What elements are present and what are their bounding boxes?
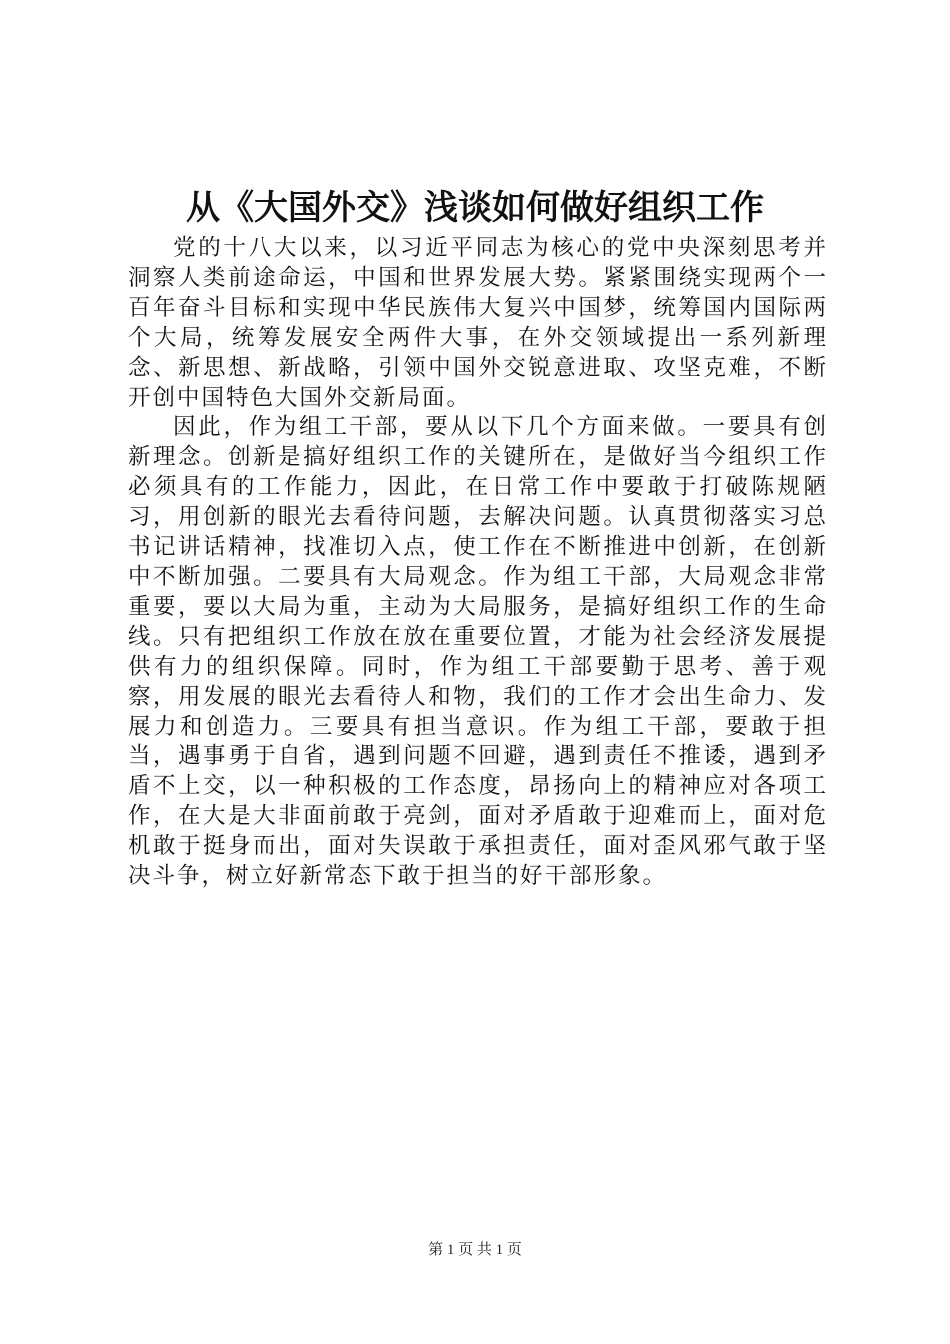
paragraph-2: 因此，作为组工干部，要从以下几个方面来做。一要具有创新理念。创新是搞好组织工作的关键所在，是做好当今组织工作必须具有的工作能力，因此，在日常工作中要敢于打破陈规陋习，用创新的眼光去看待问题，去解决问题。认真贯彻落实习总书记讲话精神，找准切入点，使工作在不断推进中创新，在创新中不断加强。二要具有大局观念。作为组工干部，大局观念非常重要，要以大局为重，主动为大局服务，是搞好组织工作的生命线。只有把组织工作放在放在重要位置，才能为社会经济发展提供有力的组织保障。同时，作为组工干部要勤于思考、善于观察，用发展的眼光去看待人和物，我们的工作才会出生命力、发展力和创造力。三要具有担当意识。作为组工干部，要敢于担当，遇事勇于自省，遇到问题不回避，遇到责任不推诿，遇到矛盾不上交，以一种积极的工作态度，昂扬向上的精神应对各项工作，在大是大非面前敢于亮剑，面对矛盾敢于迎难而上，面对危机敢于挺身而出，面对失误敢于承担责任，面对歪风邪气敢于坚决斗争，树立好新常态下敢于担当的好干部形象。: [128, 414, 828, 890]
page-footer: 第 1 页 共 1 页: [428, 1242, 522, 1258]
document-title: 从《大国外交》浅谈如何做好组织工作: [186, 188, 764, 228]
document-body: [128, 234, 828, 892]
paragraph-1: 党的十八大以来，以习近平同志为核心的党中央深刻思考并洞察人类前途命运，中国和世界发展大势。紧紧围绕实现两个一百年奋斗目标和实现中华民族伟大复兴中国梦，统筹国内国际两个大局，统筹发展安全两件大事，在外交领域提出一系列新理念、新思想、新战略，引领中国外交锐意进取、攻坚克难，不断开创中国特色大国外交新局面。: [128, 235, 828, 411]
